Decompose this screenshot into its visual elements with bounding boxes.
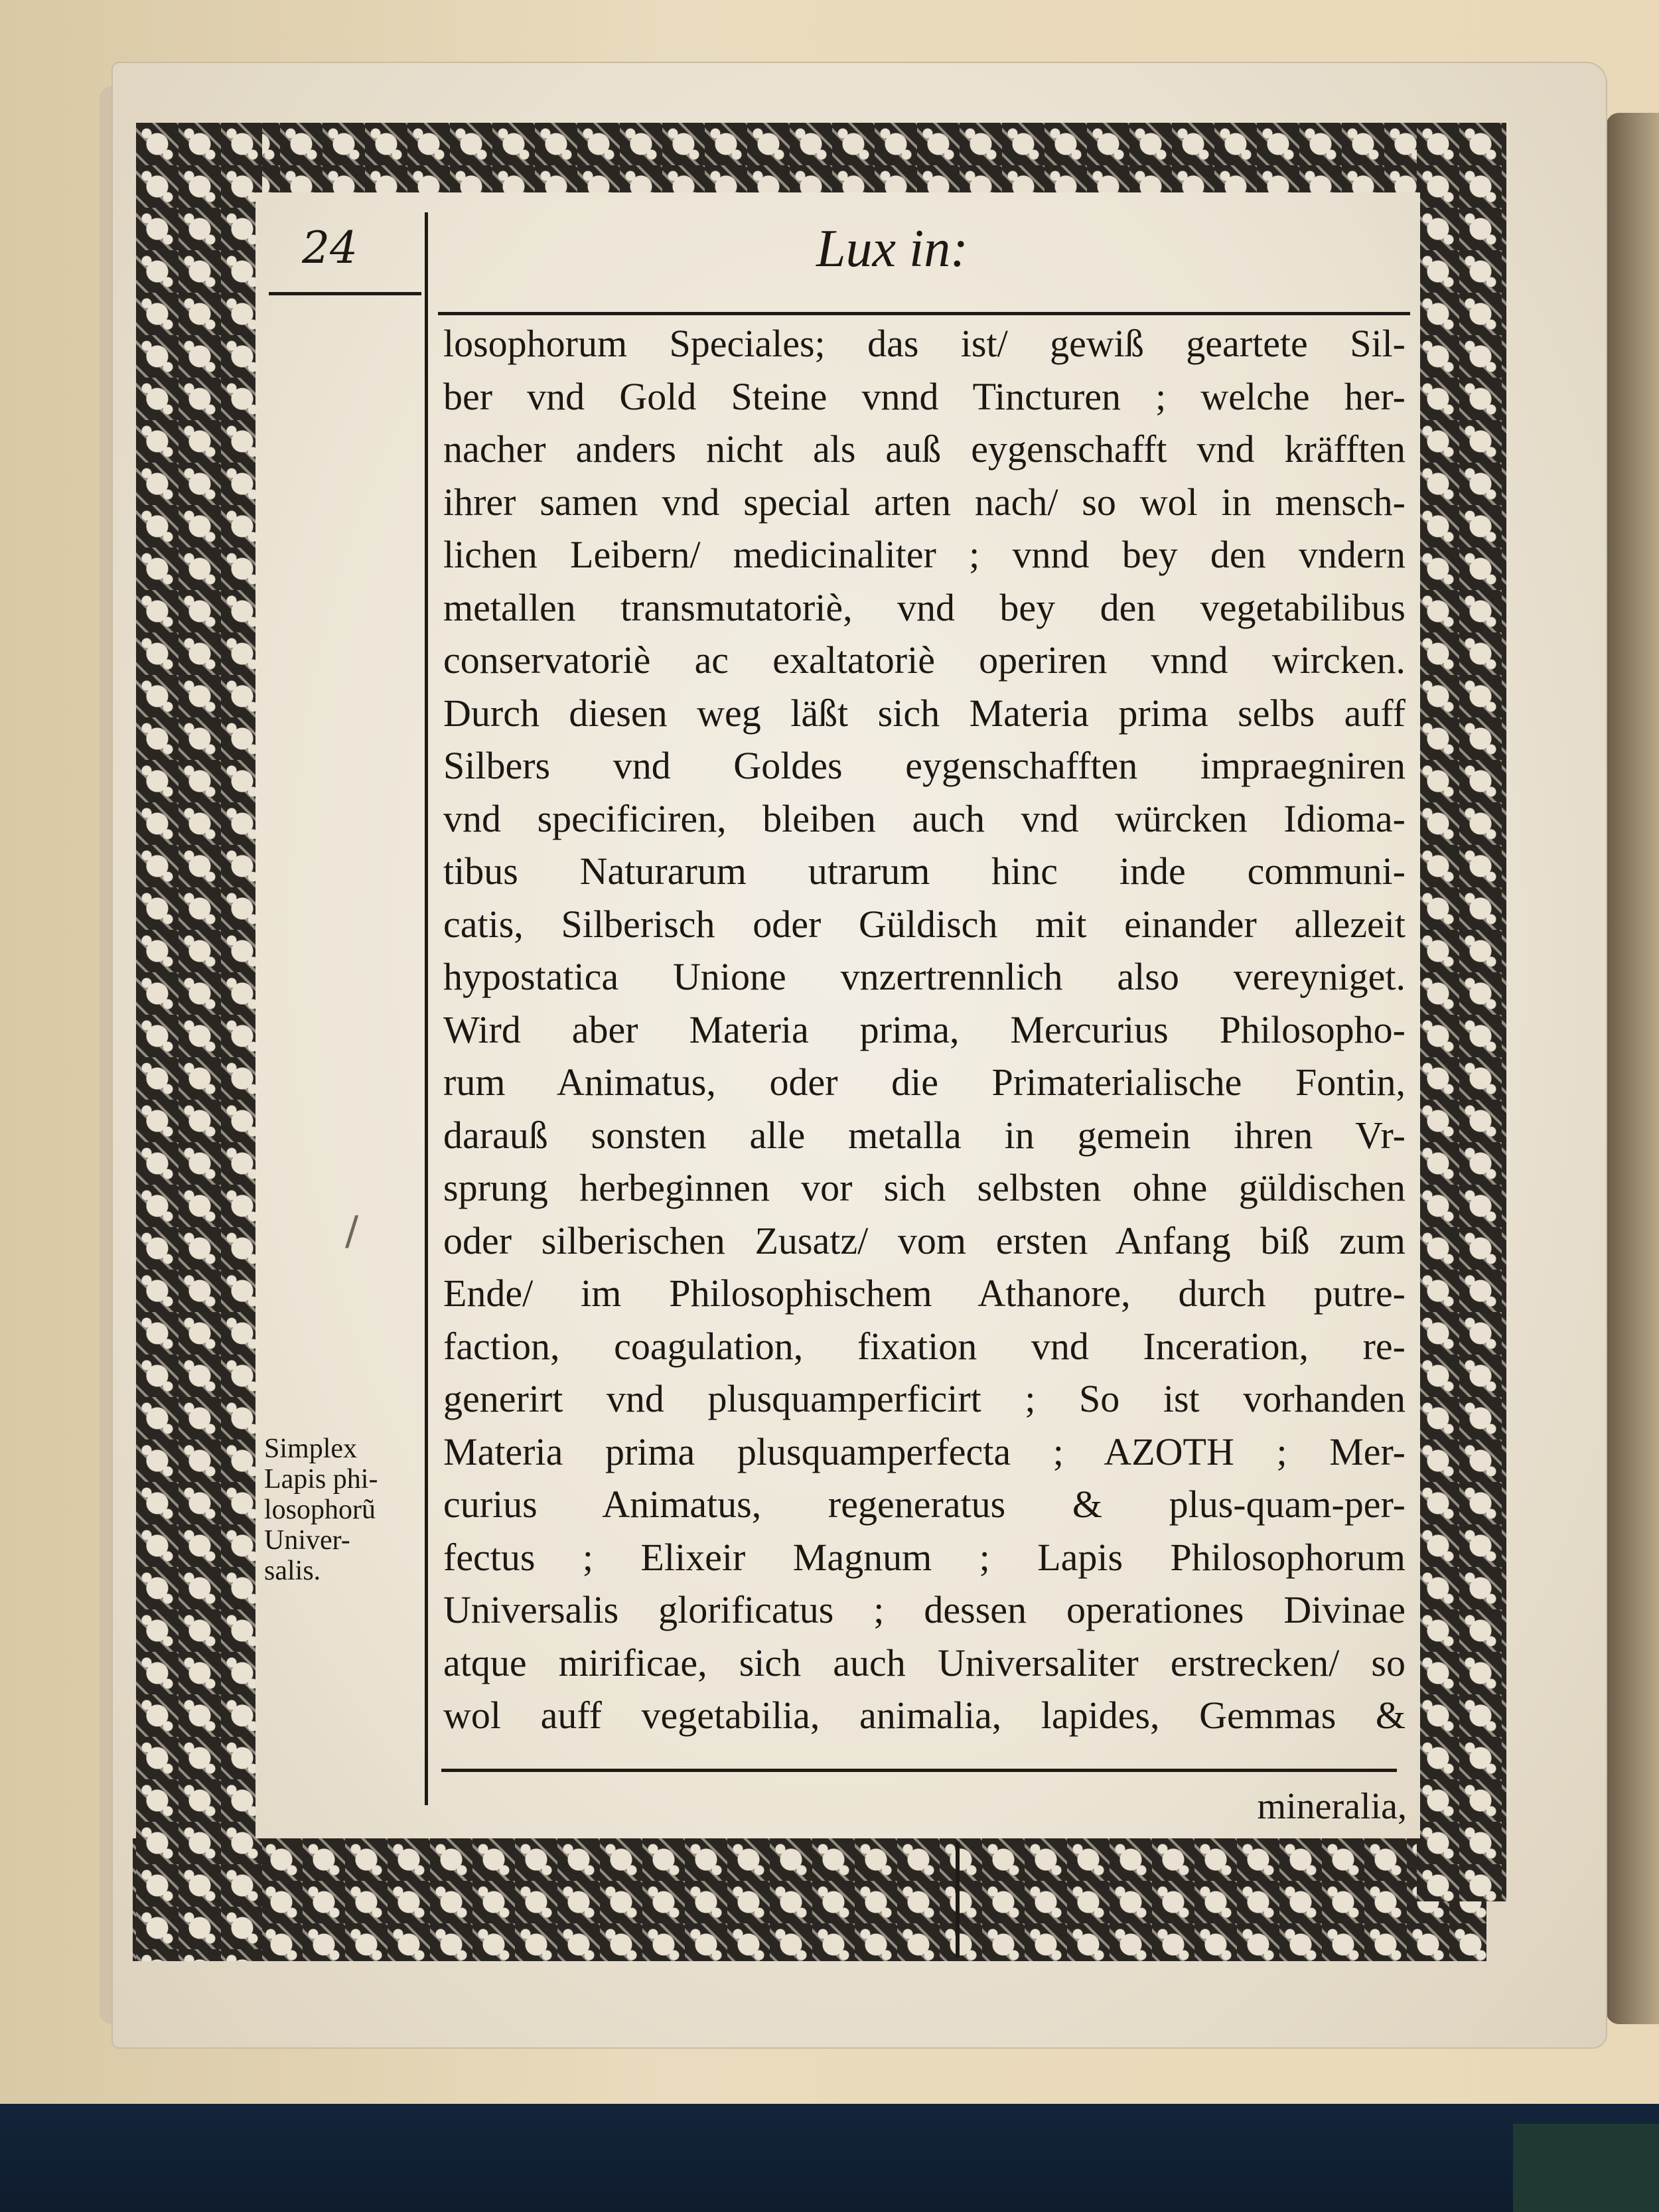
page-number: 24 — [302, 222, 358, 273]
body-text — [443, 317, 1406, 1742]
catchword: mineralia, — [1257, 1786, 1407, 1827]
text-line: vnd specificiren, bleiben auch vnd würcken Idioma- — [443, 796, 1406, 840]
marginal-note-line: Simplex — [264, 1434, 358, 1464]
text-line: darauß sonsten alle metalla in gemein ihren Vr- — [443, 1113, 1406, 1157]
text-line: generirt vnd plusquamperficirt ; So ist vorhanden — [443, 1377, 1406, 1420]
page-number-rule — [269, 292, 421, 295]
footer-rule — [441, 1769, 1397, 1772]
text-line: Universalis glorificatus ; dessen operationes Divinae — [443, 1588, 1406, 1631]
ornamental-border-top — [153, 123, 1506, 196]
text-line: Durch diesen weg läßt sich Materia prima selbs auff — [443, 691, 1406, 735]
green-cloth-corner — [1513, 2124, 1659, 2212]
text-line: faction, coagulation, fixation vnd Inceration, re- — [443, 1324, 1406, 1368]
marginal-note-line: Univer- — [264, 1525, 350, 1556]
text-line: nacher anders nicht als auß eygenschafft vnd kräfften — [443, 427, 1406, 471]
marginal-note-line: Lapis phi- — [264, 1464, 378, 1495]
text-line: ihrer samen vnd special arten nach/ so wol in mensch- — [443, 480, 1406, 524]
text-line: oder silberischen Zusatz/ vom ersten Anfang biß zum — [443, 1218, 1406, 1262]
border-divider — [956, 1842, 960, 1958]
text-line: rum Animatus, oder die Primaterialische Fontin, — [443, 1061, 1406, 1104]
text-line: curius Animatus, regeneratus & plus-quam-per- — [443, 1483, 1406, 1526]
text-line: sprung herbeginnen vor sich selbsten ohne güldischen — [443, 1166, 1406, 1209]
dark-cloth-background — [0, 2104, 1659, 2212]
text-line: atque mirificae, sich auch Universaliter erstrecken/ so — [443, 1641, 1406, 1684]
header-rule — [438, 312, 1410, 315]
text-line: Materia prima plusquamperfecta ; AZOTH ; Mer- — [443, 1430, 1406, 1473]
text-line: catis, Silberisch oder Güldisch mit einander allezeit — [443, 902, 1406, 946]
text-line: Wird aber Materia prima, Mercurius Philosopho- — [443, 1007, 1406, 1051]
text-line: tibus Naturarum utrarum hinc inde communi- — [443, 849, 1406, 893]
ornamental-border-left — [136, 123, 262, 1961]
text-line: Silbers vnd Goldes eygenschafften impraegniren — [443, 744, 1406, 787]
marginal-note — [264, 1434, 417, 1586]
margin-column-rule — [425, 212, 428, 1805]
ornamental-border-right — [1417, 123, 1506, 1901]
text-line: Ende/ im Philosophischem Athanore, durch putre- — [443, 1272, 1406, 1315]
running-title: Lux in: — [816, 220, 968, 278]
marginal-note-line: losophorũ — [264, 1495, 376, 1525]
text-line: wol auff vegetabilia, animalia, lapides, Gemmas & — [443, 1694, 1406, 1737]
text-line: metallen transmutatoriè, vnd bey den vegetabilibus — [443, 585, 1406, 629]
facing-page-edge — [1606, 113, 1659, 2024]
text-line: ber vnd Gold Steine vnnd Tincturen ; welche her- — [443, 374, 1406, 418]
text-line: lichen Leibern/ medicinaliter ; vnnd bey den vndern — [443, 533, 1406, 576]
marginal-note-line: salis. — [264, 1556, 321, 1586]
text-line: fectus ; Elixeir Magnum ; Lapis Philosophorum — [443, 1535, 1406, 1579]
text-line: conservatoriè ac exaltatoriè operiren vnnd wircken. — [443, 638, 1406, 682]
ornamental-border-bottom — [133, 1838, 1486, 1961]
text-line: losophorum Speciales; das ist/ gewiß geartete Sil- — [443, 322, 1406, 365]
text-line: hypostatica Unione vnzertrennlich also vereyniget. — [443, 955, 1406, 998]
pencil-mark: / — [345, 1208, 359, 1254]
